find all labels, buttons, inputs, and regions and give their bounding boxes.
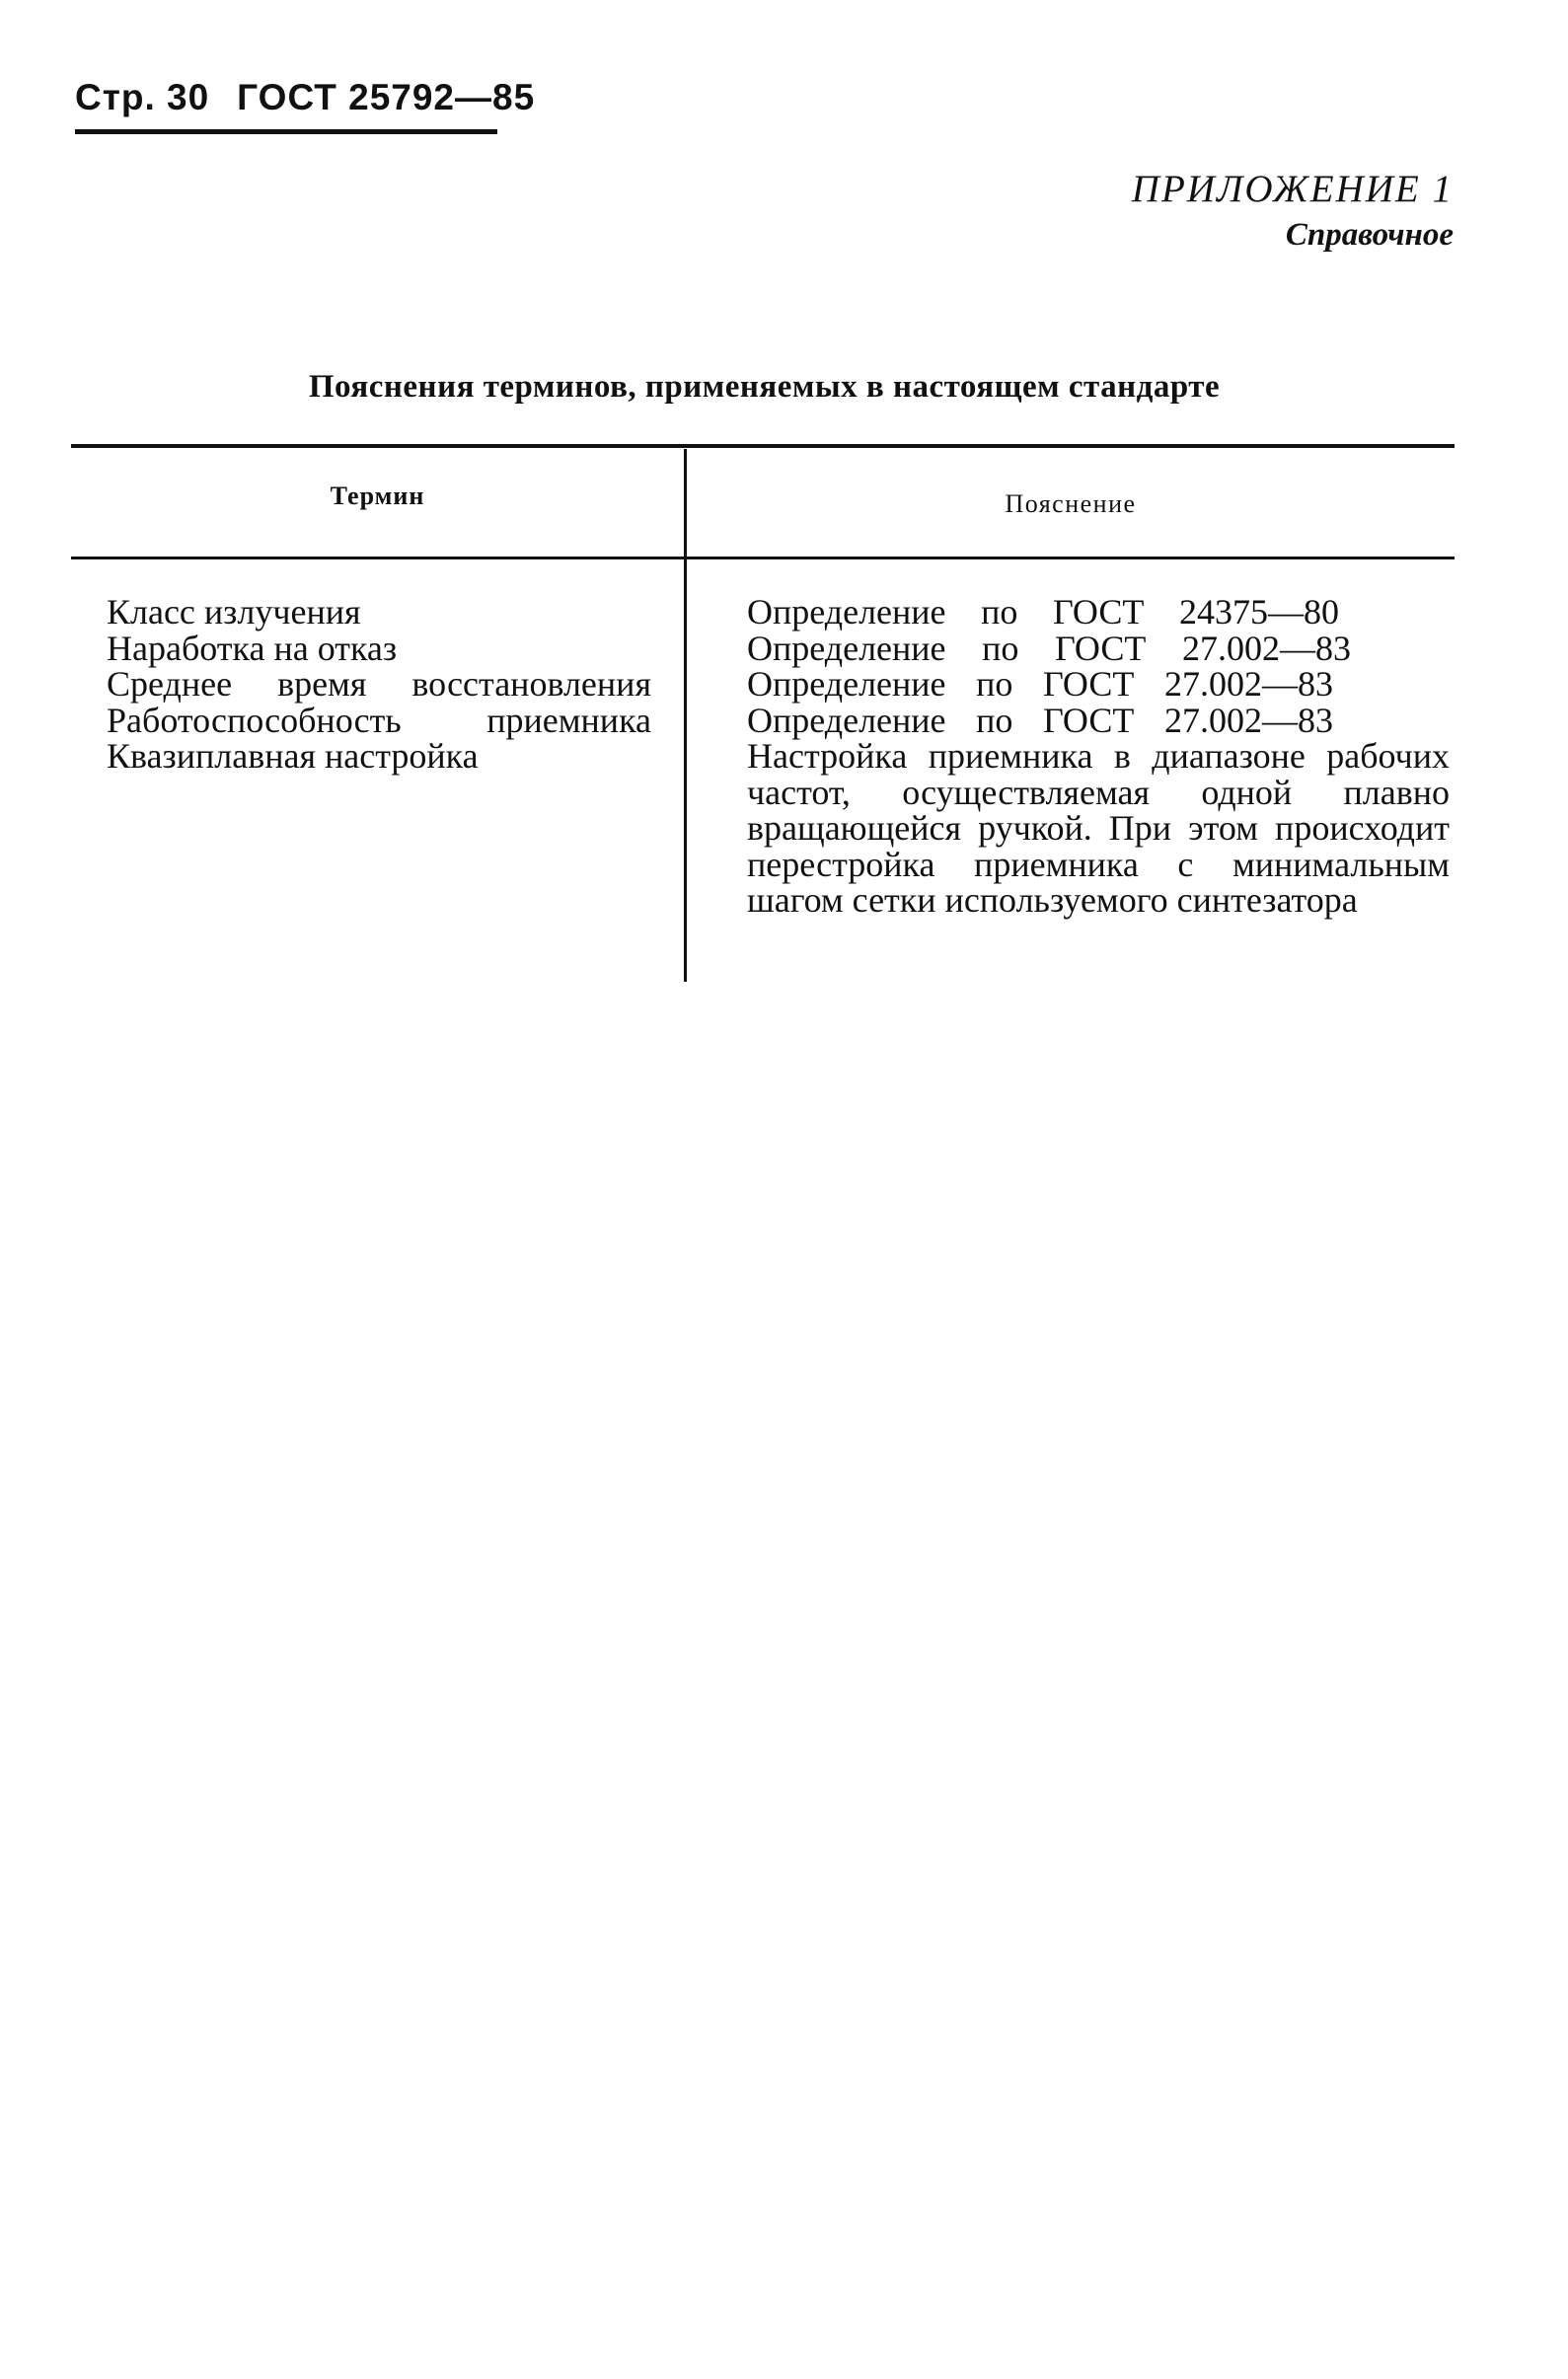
page-header [75, 77, 535, 118]
appendix-label [1132, 166, 1454, 257]
explanation-cell: Определение по ГОСТ 24375—80 [747, 592, 1339, 632]
header-explanation: Пояснение [1005, 489, 1137, 518]
term-cell: Квазиплавная настройка [107, 736, 479, 776]
term-cell: Работоспособность приемника [107, 700, 651, 740]
explanation-cell: Определение по ГОСТ 27.002—83 [747, 664, 1333, 704]
explanation-cell: Настройка приемника в диапазоне рабочих частот, осуществляемая одной плавно вращающейся ручкой. При этом происходит перестройка приемника с минимальным шагом сетки используемого синтезатора [747, 736, 1450, 920]
explanations-column [747, 594, 1450, 919]
term-cell: Наработка на отказ [107, 628, 398, 668]
terms-column [107, 594, 651, 775]
term-cell: Класс излучения [107, 592, 361, 632]
table-top-rule [71, 444, 1455, 448]
explanation-cell: Определение по ГОСТ 27.002—83 [747, 700, 1333, 740]
appendix-subtitle: Справочное [1285, 217, 1454, 253]
header-term: Термин [330, 482, 425, 510]
document-title: Пояснения терминов, применяемых в настоящем стандарте [308, 369, 1221, 405]
standard-id: ГОСТ 25792—85 [237, 77, 536, 117]
term-cell: Среднее время восстановления [107, 664, 651, 704]
page-number: Стр. 30 [75, 77, 210, 117]
appendix-title: ПРИЛОЖЕНИЕ 1 [1131, 168, 1454, 210]
explanation-cell: Определение по ГОСТ 27.002—83 [747, 628, 1351, 668]
header-rule [75, 129, 497, 134]
table-header-rule [71, 557, 1455, 559]
table-column-divider [684, 449, 687, 982]
